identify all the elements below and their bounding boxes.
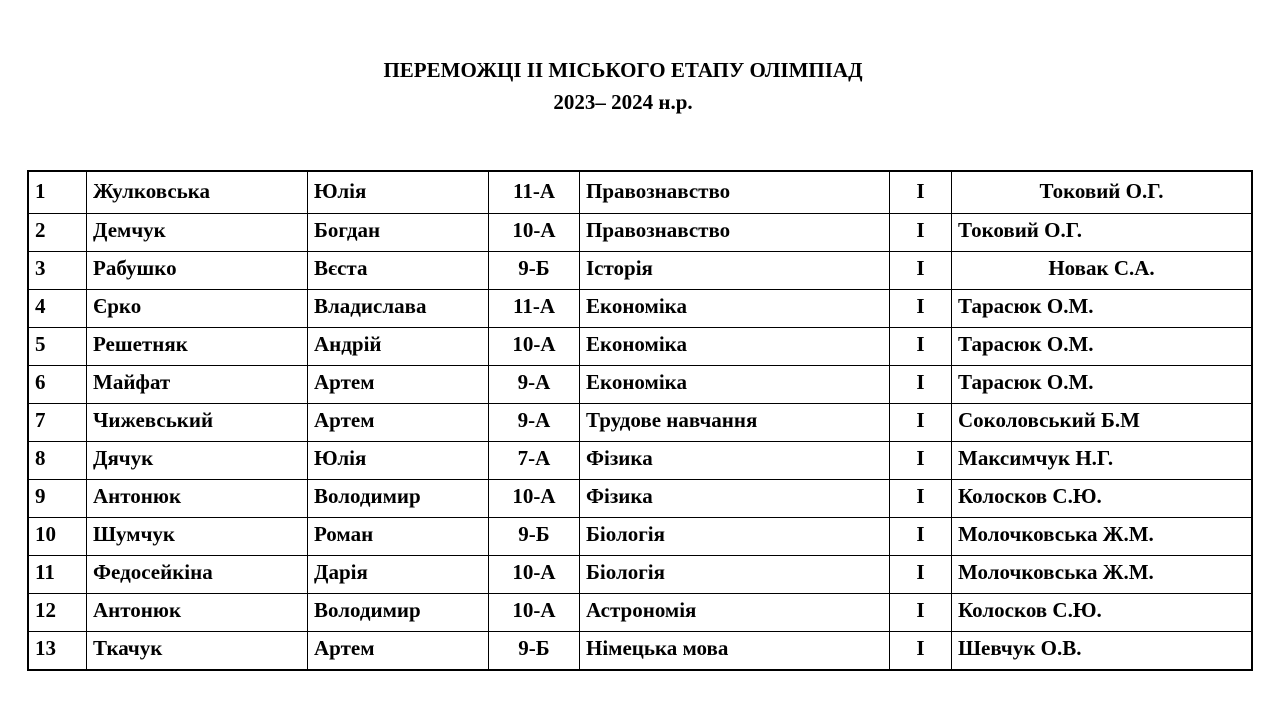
table-row xyxy=(29,442,1251,480)
teacher-cell: Новак С.А. xyxy=(952,252,1251,290)
table-row xyxy=(29,556,1251,594)
name-cell: Андрій xyxy=(308,328,489,366)
place-cell: І xyxy=(890,404,952,442)
name-cell: Артем xyxy=(308,366,489,404)
subject-cell: Біологія xyxy=(580,518,890,556)
row-number: 11 xyxy=(29,556,87,594)
class-cell: 10-А xyxy=(489,480,580,518)
row-number: 6 xyxy=(29,366,87,404)
subject-cell: Економіка xyxy=(580,290,890,328)
row-number: 9 xyxy=(29,480,87,518)
teacher-cell: Тарасюк О.М. xyxy=(952,290,1251,328)
class-cell: 9-Б xyxy=(489,518,580,556)
table-row xyxy=(29,632,1251,669)
surname-cell: Чижевський xyxy=(87,404,308,442)
surname-cell: Федосейкіна xyxy=(87,556,308,594)
subject-cell: Правознавство xyxy=(580,172,890,214)
place-cell: І xyxy=(890,328,952,366)
subject-cell: Трудове навчання xyxy=(580,404,890,442)
surname-cell: Антонюк xyxy=(87,480,308,518)
table-row xyxy=(29,518,1251,556)
class-cell: 7-А xyxy=(489,442,580,480)
surname-cell: Демчук xyxy=(87,214,308,252)
class-cell: 9-А xyxy=(489,404,580,442)
name-cell: Богдан xyxy=(308,214,489,252)
subject-cell: Правознавство xyxy=(580,214,890,252)
teacher-cell: Токовий О.Г. xyxy=(952,214,1251,252)
class-cell: 11-А xyxy=(489,172,580,214)
place-cell: І xyxy=(890,556,952,594)
surname-cell: Рабушко xyxy=(87,252,308,290)
name-cell: Артем xyxy=(308,404,489,442)
name-cell: Роман xyxy=(308,518,489,556)
class-cell: 10-А xyxy=(489,556,580,594)
surname-cell: Майфат xyxy=(87,366,308,404)
place-cell: І xyxy=(890,172,952,214)
row-number: 4 xyxy=(29,290,87,328)
row-number: 10 xyxy=(29,518,87,556)
surname-cell: Єрко xyxy=(87,290,308,328)
table-row xyxy=(29,404,1251,442)
place-cell: І xyxy=(890,518,952,556)
row-number: 5 xyxy=(29,328,87,366)
name-cell: Юлія xyxy=(308,442,489,480)
table-row xyxy=(29,290,1251,328)
row-number: 13 xyxy=(29,632,87,669)
table-row xyxy=(29,480,1251,518)
subject-cell: Фізика xyxy=(580,480,890,518)
table-row xyxy=(29,214,1251,252)
class-cell: 11-А xyxy=(489,290,580,328)
winners-table-body xyxy=(29,172,1251,669)
teacher-cell: Колосков С.Ю. xyxy=(952,594,1251,632)
table-row xyxy=(29,366,1251,404)
subject-cell: Історія xyxy=(580,252,890,290)
subject-cell: Економіка xyxy=(580,328,890,366)
class-cell: 9-Б xyxy=(489,252,580,290)
page-title: ПЕРЕМОЖЦІ ІІ МІСЬКОГО ЕТАПУ ОЛІМПІАД xyxy=(383,58,863,82)
class-cell: 9-А xyxy=(489,366,580,404)
name-cell: Володимир xyxy=(308,594,489,632)
table-row xyxy=(29,328,1251,366)
row-number: 7 xyxy=(29,404,87,442)
name-cell: Дарія xyxy=(308,556,489,594)
surname-cell: Дячук xyxy=(87,442,308,480)
teacher-cell: Максимчук Н.Г. xyxy=(952,442,1251,480)
name-cell: Володимир xyxy=(308,480,489,518)
place-cell: І xyxy=(890,632,952,669)
place-cell: І xyxy=(890,366,952,404)
subject-cell: Біологія xyxy=(580,556,890,594)
surname-cell: Шумчук xyxy=(87,518,308,556)
page-subtitle: 2023– 2024 н.р. xyxy=(553,90,693,114)
table-row xyxy=(29,252,1251,290)
teacher-cell: Молочковська Ж.М. xyxy=(952,518,1251,556)
teacher-cell: Колосков С.Ю. xyxy=(952,480,1251,518)
class-cell: 9-Б xyxy=(489,632,580,669)
teacher-cell: Тарасюк О.М. xyxy=(952,328,1251,366)
row-number: 8 xyxy=(29,442,87,480)
teacher-cell: Токовий О.Г. xyxy=(952,172,1251,214)
teacher-cell: Соколовський Б.М xyxy=(952,404,1251,442)
name-cell: Владислава xyxy=(308,290,489,328)
surname-cell: Жулковська xyxy=(87,172,308,214)
row-number: 1 xyxy=(29,172,87,214)
row-number: 3 xyxy=(29,252,87,290)
surname-cell: Антонюк xyxy=(87,594,308,632)
winners-table xyxy=(27,170,1253,671)
teacher-cell: Шевчук О.В. xyxy=(958,636,1082,660)
row-number: 2 xyxy=(29,214,87,252)
class-cell: 10-А xyxy=(489,594,580,632)
subject-cell: Фізика xyxy=(580,442,890,480)
subject-cell: Німецька мова xyxy=(580,632,890,669)
teacher-cell: Молочковська Ж.М. xyxy=(952,556,1251,594)
place-cell: І xyxy=(890,252,952,290)
name-cell: Юлія xyxy=(308,172,489,214)
name-cell: Вєста xyxy=(308,252,489,290)
surname-cell: Решетняк xyxy=(87,328,308,366)
table-row xyxy=(29,594,1251,632)
table-row xyxy=(29,172,1251,214)
surname-cell: Ткачук xyxy=(87,632,308,669)
subject-cell: Економіка xyxy=(580,366,890,404)
name-cell: Артем xyxy=(308,632,489,669)
teacher-cell: Тарасюк О.М. xyxy=(952,366,1251,404)
class-cell: 10-А xyxy=(489,214,580,252)
row-number: 12 xyxy=(29,594,87,632)
place-cell: І xyxy=(890,594,952,632)
place-cell: І xyxy=(890,290,952,328)
subject-cell: Астрономія xyxy=(580,594,890,632)
class-cell: 10-А xyxy=(489,328,580,366)
place-cell: І xyxy=(890,480,952,518)
place-cell: І xyxy=(890,214,952,252)
place-cell: І xyxy=(890,442,952,480)
